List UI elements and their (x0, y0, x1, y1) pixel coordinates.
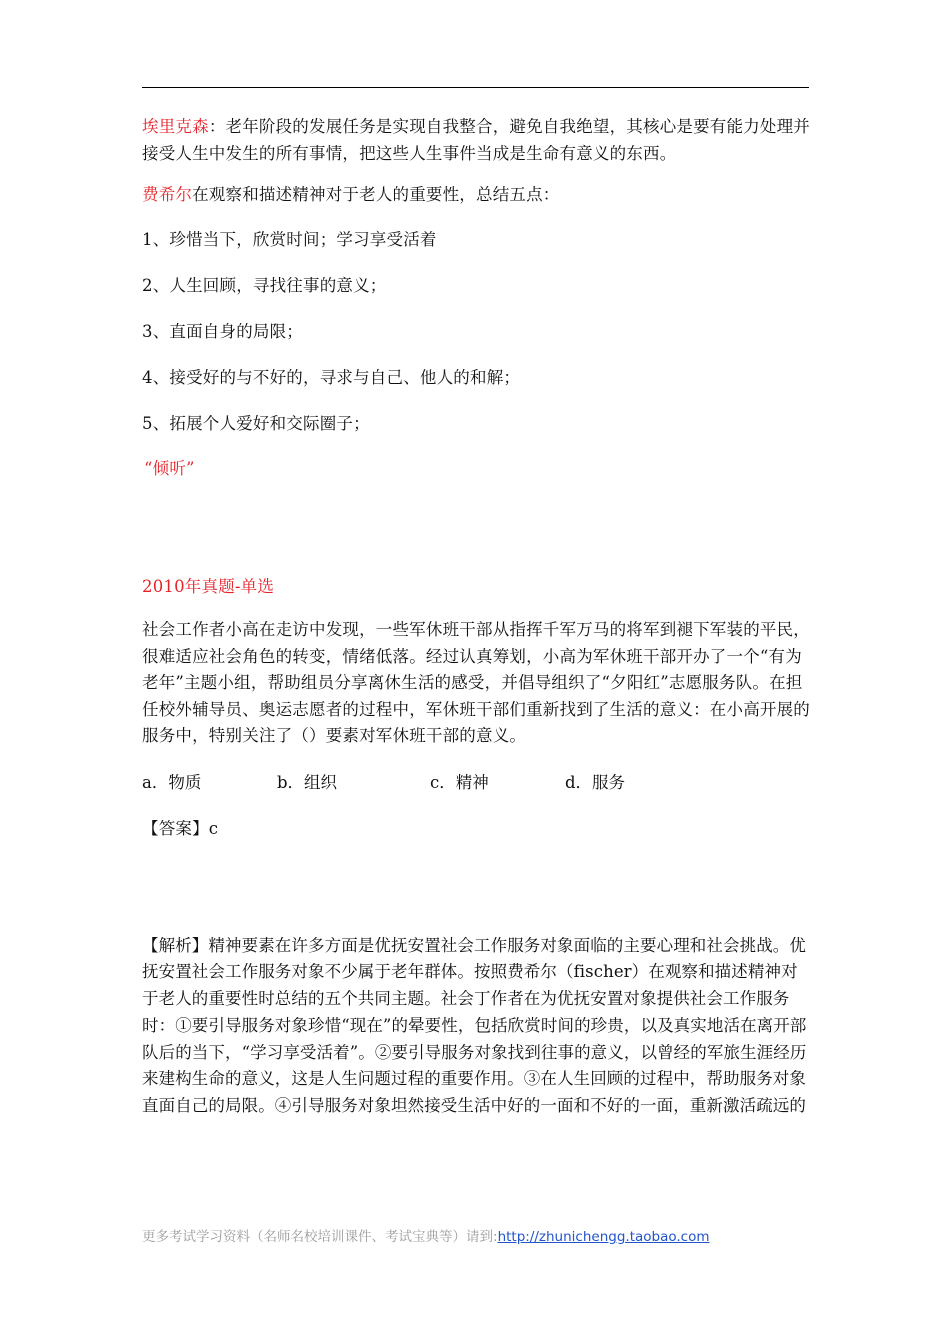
document-body (142, 113, 812, 1120)
exam-analysis: 【解析】精神要素在许多方面是优抚安置社会工作服务对象面临的主要心理和社会挑战。优抚安置社会工作服务对象不少属于老年群体。按照费希尔（fischer）在观察和描述精神对于老人的重要性时总结的五个共同主题。社会丁作者在为优抚安置对象提供社会工作服务时：①要引导服务对象珍惜“现在”的晕要性，包括欣赏时间的珍贵，以及真实地活在离开部队后的当下，“学习享受活着”。②要引导服务对象找到往事的意义，以曾经的军旅生涯经历来建构生命的意义，这是人生问题过程的重要作用。③在人生回顾的过程中，帮助服务对象直面自己的局限。④引导服务对象坦然接受生活中好的一面和不好的一面，重新激活疏远的 (142, 935, 807, 1116)
erikson-name: 埃里克森 (142, 117, 209, 136)
erikson-paragraph (142, 113, 812, 167)
footer (142, 1225, 710, 1245)
point-3: 3、直面自身的局限； (142, 322, 303, 341)
option-d: d．服务 (565, 772, 626, 792)
fischer-paragraph (142, 181, 812, 208)
listening-heading: “倾听” (144, 459, 195, 478)
option-a: a．物质 (142, 772, 202, 792)
option-c: c．精神 (430, 772, 489, 792)
exam-title: 2010年真题-单选 (142, 577, 275, 596)
point-4: 4、接受好的与不好的，寻求与自己、他人的和解； (142, 368, 521, 387)
footer-link[interactable]: http://zhunichengg.taobao.com (497, 1229, 710, 1245)
footer-text: 更多考试学习资料（名师名校培训课件、考试宝典等）请到: (142, 1229, 498, 1245)
erikson-text: ：老年阶段的发展任务是实现自我整合，避免自我绝望，其核心是要有能力处理并接受人生中发生的所有事情，把这些人生事件当成是生命有意义的东西。 (142, 117, 811, 163)
option-b: b．组织 (277, 772, 338, 792)
fischer-text: 在观察和描述精神对于老人的重要性，总结五点： (192, 185, 560, 204)
answer-options (142, 769, 812, 796)
point-2: 2、人生回顾，寻找往事的意义； (142, 276, 387, 295)
fischer-name: 费希尔 (142, 185, 193, 204)
point-1: 1、珍惜当下，欣赏时间；学习享受活着 (142, 230, 437, 249)
exam-answer: 【答案】c (142, 818, 219, 838)
point-5: 5、拓展个人爱好和交际圈子； (142, 414, 370, 433)
exam-question: 社会工作者小高在走访中发现，一些军休班干部从指挥千军万马的将军到褪下军装的平民，很难适应社会角色的转变，情绪低落。经过认真筹划，小高为军休班干部开办了一个“有为老年”主题小组，帮助组员分享离休生活的感受，并倡导组织了“夕阳红”志愿服务队。在担任校外辅导员、奥运志愿者的过程中，军休班干部们重新找到了生活的意义：在小高开展的服务中，特别关注了（）要素对军休班干部的意义。 (142, 620, 810, 745)
header-rule (142, 87, 809, 88)
